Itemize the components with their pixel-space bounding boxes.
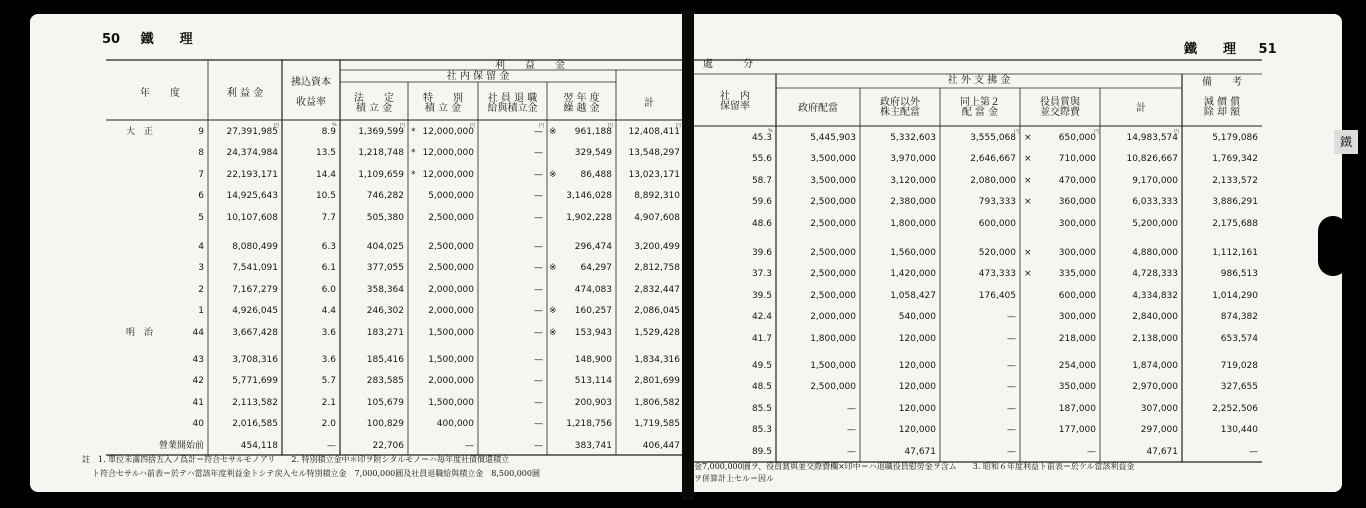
row-legal-reserve: 505,380	[366, 212, 404, 223]
row-other-dividend: 2,380,000	[890, 197, 936, 208]
row-year: 營業開始前	[158, 440, 204, 451]
row-external-total: 9,170,000	[1132, 175, 1178, 186]
row-bonus-mark: ×	[1024, 175, 1032, 186]
row-internal-ratio: 49.5	[751, 361, 772, 371]
unit-percent: %	[332, 122, 337, 128]
row-legal-reserve: 358,364	[366, 284, 404, 295]
row-second-dividend: 473,333	[978, 269, 1016, 280]
row-external-total: 1,874,000	[1132, 361, 1178, 371]
row-internal-ratio: 37.3	[751, 269, 772, 280]
row-special-reserve: 2,500,000	[428, 263, 474, 274]
header-profit: 利 益 金	[226, 88, 264, 99]
row-depreciation: 874,382	[1220, 312, 1258, 323]
row-second-dividend: 2,080,000	[970, 175, 1016, 186]
row-special-reserve: 400,000	[436, 419, 474, 430]
header-yield-2: 收益率	[296, 97, 326, 108]
row-profit: 27,391,985	[226, 127, 278, 137]
row-officer-bonus: 300,000	[1058, 248, 1096, 258]
row-depreciation: 1,014,290	[1212, 290, 1258, 301]
row-profit: 24,374,984	[226, 148, 278, 159]
header-second-dividend: 同上第２ 配 當 金	[960, 97, 1000, 118]
row-external-total: 47,671	[1146, 446, 1178, 457]
header-remarks: 備 考	[1202, 77, 1242, 88]
row-other-dividend: 120,000	[898, 382, 936, 393]
row-depreciation: 2,175,688	[1212, 218, 1258, 229]
header-internal-ratio: 社 内 保留率	[720, 91, 750, 112]
row-depreciation: 2,252,506	[1212, 403, 1258, 414]
header-internal-total: 計	[644, 98, 654, 109]
row-gov-dividend: 3,500,000	[810, 175, 856, 186]
row-special-reserve: 2,000,000	[428, 376, 474, 387]
row-internal-ratio: 85.3	[751, 425, 772, 436]
row-year: 3	[198, 263, 204, 274]
row-profit: 3,708,316	[232, 355, 278, 365]
unit-yen: 円	[676, 123, 682, 129]
row-internal-total: 13,023,171	[628, 169, 680, 180]
row-yield: 6.1	[321, 263, 336, 274]
row-bonus-mark: ×	[1024, 248, 1032, 258]
row-carried-forward: 3,146,028	[566, 191, 612, 202]
row-second-dividend: —	[1007, 425, 1016, 436]
row-internal-total: 8,892,310	[634, 191, 680, 202]
row-legal-reserve: 246,302	[366, 306, 404, 317]
row-second-dividend: 176,405	[978, 290, 1016, 301]
row-officer-bonus: 300,000	[1058, 312, 1096, 323]
row-year: 9	[198, 127, 204, 137]
row-depreciation: 130,440	[1220, 425, 1258, 436]
row-officer-bonus: 187,000	[1058, 403, 1096, 414]
footnote-line-1-left: 註 1. 單位未滿四捨五入ノ爲計＝符合セサルモノアリ 2. 特別積立金中＊印ヲ附シタルモノ＝ハ毎年度社債償還積立	[82, 455, 510, 464]
row-carry-mark: ※	[549, 169, 557, 180]
row-yield: 2.0	[321, 419, 336, 430]
row-special-reserve: 2,000,000	[428, 306, 474, 317]
unit-yen: 円	[1014, 129, 1020, 135]
row-retirement-reserve: —	[534, 419, 543, 430]
row-legal-reserve: 746,282	[366, 191, 404, 202]
row-profit: 22,193,171	[226, 169, 278, 180]
row-bonus-mark: ×	[1024, 197, 1032, 208]
row-internal-ratio: 48.5	[751, 382, 772, 393]
row-yield: 10.5	[315, 191, 336, 202]
row-legal-reserve: 22,706	[372, 440, 404, 451]
row-retirement-reserve: —	[534, 397, 543, 408]
row-second-dividend: 3,555,068	[970, 133, 1016, 143]
row-internal-total: 4,907,608	[634, 212, 680, 223]
row-year: 42	[192, 376, 204, 387]
row-retirement-reserve: —	[534, 263, 543, 274]
row-internal-total: 2,801,699	[634, 376, 680, 387]
row-special-reserve: 12,000,000	[422, 148, 474, 159]
row-special-reserve: 12,000,000	[422, 169, 474, 180]
row-retirement-reserve: —	[534, 306, 543, 317]
row-gov-dividend: 5,445,903	[810, 133, 856, 143]
row-internal-total: 3,200,499	[634, 242, 680, 252]
header-year: 年 度	[140, 88, 180, 99]
row-year: 6	[198, 191, 204, 202]
unit-yen: 円	[608, 123, 614, 129]
row-carried-forward: 1,218,756	[566, 419, 612, 430]
row-carried-forward: 153,943	[574, 327, 612, 338]
row-internal-ratio: 45.3	[751, 133, 772, 143]
row-retirement-reserve: —	[534, 148, 543, 159]
unit-yen: 円	[400, 123, 406, 129]
right-page-title: 鐵 理	[1184, 42, 1237, 57]
left-page-title: 鐵 理	[140, 32, 193, 47]
row-depreciation: 986,513	[1220, 269, 1258, 280]
row-special-mark: *	[411, 169, 416, 180]
header-gov-dividend: 政府配當	[798, 103, 838, 114]
row-gov-dividend: 2,500,000	[810, 382, 856, 393]
header-external-total: 計	[1136, 103, 1146, 114]
header-special-reserve: 特 別 積 立 金	[423, 93, 463, 114]
row-legal-reserve: 183,271	[366, 327, 404, 338]
row-other-dividend: 540,000	[898, 312, 936, 323]
row-year: 44	[192, 327, 204, 338]
row-gov-dividend: 2,000,000	[810, 312, 856, 323]
row-other-dividend: 1,800,000	[890, 218, 936, 229]
row-internal-ratio: 55.6	[751, 154, 772, 165]
row-carried-forward: 513,114	[574, 376, 612, 387]
row-year: 40	[192, 419, 204, 430]
unit-yen: 円	[1094, 129, 1100, 135]
row-special-reserve: 2,500,000	[428, 212, 474, 223]
row-carry-mark: ※	[549, 306, 557, 317]
row-internal-ratio: 85.5	[751, 403, 772, 414]
row-other-dividend: 1,058,427	[890, 290, 936, 301]
row-special-reserve: 2,500,000	[428, 242, 474, 252]
row-other-dividend: 3,970,000	[890, 154, 936, 165]
row-gov-dividend: 2,500,000	[810, 269, 856, 280]
header-external-payout: 社 外 支 拂 金	[947, 75, 1011, 86]
row-external-total: 2,840,000	[1132, 312, 1178, 323]
row-carried-forward: 961,188	[574, 127, 612, 137]
row-special-reserve: 1,500,000	[428, 327, 474, 338]
left-page	[30, 14, 682, 492]
row-other-dividend: 120,000	[898, 361, 936, 371]
row-second-dividend: —	[1007, 312, 1016, 323]
row-legal-reserve: 185,416	[366, 355, 404, 365]
row-profit: 10,107,608	[226, 212, 278, 223]
row-internal-ratio: 89.5	[751, 446, 772, 457]
row-depreciation: 1,112,161	[1212, 248, 1258, 258]
row-era: 明 治	[126, 327, 154, 338]
row-second-dividend: 600,000	[978, 218, 1016, 229]
row-second-dividend: 520,000	[978, 248, 1016, 258]
row-year: 4	[198, 242, 204, 252]
row-yield: 7.7	[321, 212, 336, 223]
row-officer-bonus: —	[1087, 446, 1096, 457]
row-retirement-reserve: —	[534, 376, 543, 387]
row-officer-bonus: 350,000	[1058, 382, 1096, 393]
row-depreciation: 327,655	[1220, 382, 1258, 393]
row-profit: 2,016,585	[232, 419, 278, 430]
row-profit: 3,667,428	[232, 327, 278, 338]
row-special-reserve: 12,000,000	[422, 127, 474, 137]
row-gov-dividend: —	[847, 425, 856, 436]
row-profit: 2,113,582	[232, 397, 278, 408]
row-second-dividend: 793,333	[978, 197, 1016, 208]
row-profit: 7,167,279	[232, 284, 278, 295]
unit-yen: 円	[1174, 129, 1180, 135]
page-edge-notch	[1318, 216, 1348, 276]
book-gutter	[682, 10, 694, 500]
row-officer-bonus: 335,000	[1058, 269, 1096, 280]
row-depreciation: —	[1249, 446, 1258, 457]
row-yield: 13.5	[315, 148, 336, 159]
row-internal-ratio: 59.6	[751, 197, 772, 208]
row-external-total: 10,826,667	[1126, 154, 1178, 165]
row-external-total: 297,000	[1140, 425, 1178, 436]
row-special-reserve: 1,500,000	[428, 397, 474, 408]
row-legal-reserve: 1,369,599	[358, 127, 404, 137]
row-carried-forward: 1,902,228	[566, 212, 612, 223]
row-external-total: 5,200,000	[1132, 218, 1178, 229]
row-carried-forward: 86,488	[580, 169, 612, 180]
row-retirement-reserve: —	[534, 191, 543, 202]
unit-yen: 円	[539, 123, 545, 129]
row-legal-reserve: 1,218,748	[358, 148, 404, 159]
row-yield: 4.4	[321, 306, 336, 317]
row-external-total: 307,000	[1140, 403, 1178, 414]
row-external-total: 4,334,832	[1132, 290, 1178, 301]
row-profit: 7,541,091	[232, 263, 278, 274]
row-yield: 6.0	[321, 284, 336, 295]
row-profit: 4,926,045	[232, 306, 278, 317]
row-officer-bonus: 710,000	[1058, 154, 1096, 165]
row-gov-dividend: —	[847, 446, 856, 457]
header-carried-forward: 翌 年 度 繰 越 金	[563, 93, 600, 114]
header-group-profit: 利 益 金	[495, 60, 565, 71]
row-carried-forward: 329,549	[574, 148, 612, 159]
row-other-dividend: 5,332,603	[890, 133, 936, 143]
row-retirement-reserve: —	[534, 355, 543, 365]
row-officer-bonus: 300,000	[1058, 218, 1096, 229]
row-gov-dividend: 3,500,000	[810, 154, 856, 165]
row-external-total: 2,970,000	[1132, 382, 1178, 393]
header-yield-1: 拂込資本	[291, 77, 331, 88]
row-officer-bonus: 600,000	[1058, 290, 1096, 301]
row-bonus-mark: ×	[1024, 269, 1032, 280]
row-gov-dividend: 1,500,000	[810, 361, 856, 371]
right-page	[694, 14, 1342, 492]
row-carry-mark: ※	[549, 263, 557, 274]
row-other-dividend: 47,671	[904, 446, 936, 457]
row-officer-bonus: 470,000	[1058, 175, 1096, 186]
row-external-total: 14,983,574	[1126, 133, 1178, 143]
header-internal-reserve: 社 内 保 留 金	[446, 71, 510, 82]
header-officer-bonus: 役員賞與 並交際費	[1040, 97, 1080, 118]
row-internal-total: 1,806,582	[634, 397, 680, 408]
left-page-number: 50	[102, 32, 121, 47]
header-other-dividend: 政府以外 株主配當	[880, 97, 920, 118]
row-carried-forward: 160,257	[574, 306, 612, 317]
row-retirement-reserve: —	[534, 169, 543, 180]
row-depreciation: 5,179,086	[1212, 133, 1258, 143]
row-external-total: 2,138,000	[1132, 333, 1178, 344]
row-year: 8	[198, 148, 204, 159]
row-officer-bonus: 218,000	[1058, 333, 1096, 344]
row-gov-dividend: —	[847, 403, 856, 414]
row-second-dividend: —	[1007, 361, 1016, 371]
row-other-dividend: 1,420,000	[890, 269, 936, 280]
row-special-reserve: 1,500,000	[428, 355, 474, 365]
row-second-dividend: 2,646,667	[970, 154, 1016, 165]
row-gov-dividend: 2,500,000	[810, 218, 856, 229]
row-external-total: 4,880,000	[1132, 248, 1178, 258]
row-depreciation: 653,574	[1220, 333, 1258, 344]
row-second-dividend: —	[1007, 446, 1016, 457]
row-retirement-reserve: —	[534, 284, 543, 295]
row-other-dividend: 1,560,000	[890, 248, 936, 258]
row-special-reserve: 2,000,000	[428, 284, 474, 295]
row-carried-forward: 296,474	[574, 242, 612, 252]
row-retirement-reserve: —	[534, 440, 543, 451]
header-group-disposal: 處 分	[703, 59, 753, 70]
row-profit: 8,080,499	[232, 242, 278, 252]
row-year: 41	[192, 397, 204, 408]
row-year: 5	[198, 212, 204, 223]
row-legal-reserve: 105,679	[366, 397, 404, 408]
row-retirement-reserve: —	[534, 242, 543, 252]
row-internal-ratio: 39.5	[751, 290, 772, 301]
row-second-dividend: —	[1007, 333, 1016, 344]
row-other-dividend: 120,000	[898, 333, 936, 344]
row-year: 7	[198, 169, 204, 180]
row-year: 43	[192, 355, 204, 365]
row-carry-mark: ※	[549, 327, 557, 338]
row-legal-reserve: 404,025	[366, 242, 404, 252]
row-other-dividend: 120,000	[898, 403, 936, 414]
row-depreciation: 719,028	[1220, 361, 1258, 371]
row-depreciation: 1,769,342	[1212, 154, 1258, 165]
row-internal-total: 2,832,447	[634, 284, 680, 295]
row-internal-total: 13,548,297	[628, 148, 680, 159]
row-internal-ratio: 41.7	[751, 333, 772, 344]
row-carried-forward: 148,900	[574, 355, 612, 365]
row-gov-dividend: 2,500,000	[810, 290, 856, 301]
unit-percent: %	[768, 128, 773, 134]
row-officer-bonus: 360,000	[1058, 197, 1096, 208]
row-officer-bonus: 254,000	[1058, 361, 1096, 371]
row-yield: 14.4	[315, 169, 336, 180]
row-carry-mark: ※	[549, 127, 557, 137]
row-second-dividend: —	[1007, 382, 1016, 393]
row-depreciation: 2,133,572	[1212, 175, 1258, 186]
row-legal-reserve: 377,055	[366, 263, 404, 274]
row-bonus-mark: ×	[1024, 133, 1032, 143]
row-internal-total: 406,447	[642, 440, 680, 451]
row-profit: 14,925,643	[226, 191, 278, 202]
row-internal-total: 1,529,428	[634, 327, 680, 338]
header-retirement-reserve: 社 員 退 職 給與積立金	[487, 93, 538, 114]
row-internal-ratio: 48.6	[751, 218, 772, 229]
footnote-line-1-right: 金7,000,000圓ヲ、役員賞與並交際費欄×印中＝ハ退職役員慰勞金ヲ含ム 3. 昭和６年度利益ト前表＝於ケル當該利益金	[694, 462, 1135, 471]
row-other-dividend: 120,000	[898, 425, 936, 436]
row-legal-reserve: 100,829	[366, 419, 404, 430]
row-other-dividend: 3,120,000	[890, 175, 936, 186]
row-yield: 3.6	[321, 355, 336, 365]
row-retirement-reserve: —	[534, 327, 543, 338]
row-internal-total: 1,719,585	[634, 419, 680, 430]
unit-yen: 円	[274, 123, 280, 129]
row-special-reserve: —	[465, 440, 474, 451]
row-internal-total: 2,812,758	[634, 263, 680, 274]
right-page-number: 51	[1258, 42, 1277, 57]
row-officer-bonus: 177,000	[1058, 425, 1096, 436]
row-legal-reserve: 283,585	[366, 376, 404, 387]
page-edge-mark: 鐵	[1334, 130, 1358, 154]
row-special-mark: *	[411, 127, 416, 137]
row-yield: —	[327, 440, 336, 451]
row-carried-forward: 200,903	[574, 397, 612, 408]
row-year: 1	[198, 306, 204, 317]
row-external-total: 4,728,333	[1132, 269, 1178, 280]
row-yield: 3.6	[321, 327, 336, 338]
row-legal-reserve: 1,109,659	[358, 169, 404, 180]
row-retirement-reserve: —	[534, 127, 543, 137]
row-profit: 454,118	[240, 440, 278, 451]
row-yield: 2.1	[321, 397, 336, 408]
header-legal-reserve: 法 定 積 立 金	[354, 93, 394, 114]
row-era: 大 正	[126, 127, 154, 137]
row-internal-total: 2,086,045	[634, 306, 680, 317]
unit-yen: 円	[470, 123, 476, 129]
row-internal-total: 1,834,316	[634, 355, 680, 365]
row-officer-bonus: 650,000	[1058, 133, 1096, 143]
row-internal-ratio: 42.4	[751, 312, 772, 323]
footnote-line-2-left: ト符合セサルハ前表＝於テハ當該年度利益金トシテ戻入セル特別積立金 7,000,000圓及社員退職給與積立金 8,500,000圓	[92, 469, 540, 478]
row-gov-dividend: 2,500,000	[810, 197, 856, 208]
row-special-reserve: 5,000,000	[428, 191, 474, 202]
footnote-line-2-right: ヲ併算計上セル＝因ル	[694, 474, 774, 483]
row-yield: 8.9	[321, 127, 336, 137]
row-gov-dividend: 1,800,000	[810, 333, 856, 344]
row-retirement-reserve: —	[534, 212, 543, 223]
row-second-dividend: —	[1007, 403, 1016, 414]
row-yield: 6.3	[321, 242, 336, 252]
row-carried-forward: 64,297	[580, 263, 612, 274]
row-bonus-mark: ×	[1024, 154, 1032, 165]
row-internal-ratio: 39.6	[751, 248, 772, 258]
header-depreciation: 減 價 償 除 却 額	[1203, 97, 1241, 118]
row-depreciation: 3,886,291	[1212, 197, 1258, 208]
row-carried-forward: 383,741	[574, 440, 612, 451]
row-gov-dividend: 2,500,000	[810, 248, 856, 258]
row-yield: 5.7	[321, 376, 336, 387]
row-year: 2	[198, 284, 204, 295]
row-internal-total: 12,408,411	[628, 127, 680, 137]
row-profit: 5,771,699	[232, 376, 278, 387]
row-special-mark: *	[411, 148, 416, 159]
row-carried-forward: 474,083	[574, 284, 612, 295]
row-external-total: 6,033,333	[1132, 197, 1178, 208]
row-internal-ratio: 58.7	[751, 175, 772, 186]
